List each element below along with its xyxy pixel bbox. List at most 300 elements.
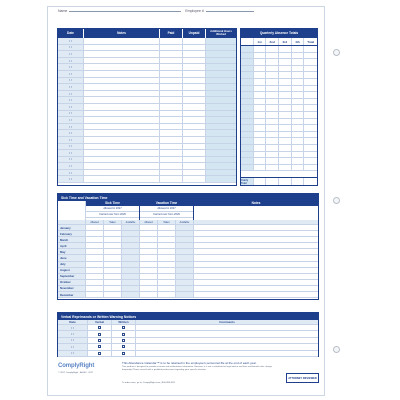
additional-hours-cell[interactable] <box>206 130 236 136</box>
time-cell[interactable] <box>140 286 158 291</box>
quarterly-cell[interactable] <box>292 158 305 164</box>
warning-date-cell[interactable]: / / <box>58 351 88 356</box>
date-cell[interactable]: / / <box>58 58 84 64</box>
quarterly-cell[interactable] <box>279 165 292 171</box>
time-cell[interactable] <box>122 262 140 267</box>
date-cell[interactable]: / / <box>58 130 84 136</box>
quarterly-cell[interactable] <box>304 119 317 125</box>
quarterly-cell[interactable] <box>304 72 317 78</box>
month-notes-cell[interactable] <box>194 268 318 273</box>
month-notes-cell[interactable] <box>194 225 318 230</box>
quarterly-cell[interactable] <box>266 112 279 118</box>
quarterly-cell[interactable] <box>266 66 279 72</box>
time-cell[interactable] <box>158 243 176 248</box>
warning-date-cell[interactable]: / / <box>58 325 88 330</box>
quarterly-cell[interactable] <box>254 99 267 105</box>
time-cell[interactable] <box>104 292 122 297</box>
date-cell[interactable]: / / <box>58 170 84 176</box>
date-cell[interactable]: / / <box>58 111 84 117</box>
time-cell[interactable] <box>86 274 104 279</box>
quarterly-cell[interactable] <box>304 165 317 171</box>
unpaid-cell[interactable] <box>183 163 206 169</box>
quarterly-cell[interactable] <box>279 105 292 111</box>
additional-hours-cell[interactable] <box>206 117 236 123</box>
date-cell[interactable]: / / <box>58 64 84 70</box>
quarterly-cell[interactable] <box>304 138 317 144</box>
paid-cell[interactable] <box>160 111 183 117</box>
comments-cell[interactable] <box>136 331 318 336</box>
quarterly-cell[interactable] <box>254 66 267 72</box>
unpaid-cell[interactable] <box>183 130 206 136</box>
time-cell[interactable] <box>158 262 176 267</box>
paid-cell[interactable] <box>160 176 183 182</box>
additional-hours-cell[interactable] <box>206 97 236 103</box>
unpaid-cell[interactable] <box>183 64 206 70</box>
date-cell[interactable]: / / <box>58 38 84 44</box>
time-cell[interactable] <box>104 249 122 254</box>
time-cell[interactable] <box>104 255 122 260</box>
date-cell[interactable]: / / <box>58 78 84 84</box>
time-cell[interactable] <box>176 280 194 285</box>
quarterly-cell[interactable] <box>254 72 267 78</box>
unpaid-cell[interactable] <box>183 176 206 182</box>
quarterly-cell[interactable] <box>254 158 267 164</box>
time-cell[interactable] <box>140 231 158 236</box>
unpaid-cell[interactable] <box>183 144 206 150</box>
time-cell[interactable] <box>140 237 158 242</box>
time-cell[interactable] <box>122 237 140 242</box>
verbal-checkbox[interactable] <box>98 345 101 348</box>
quarterly-cell[interactable] <box>254 125 267 131</box>
quarterly-cell[interactable] <box>304 53 317 59</box>
quarterly-cell[interactable] <box>304 59 317 65</box>
quarterly-cell[interactable] <box>254 79 267 85</box>
additional-hours-cell[interactable] <box>206 71 236 77</box>
quarterly-cell[interactable] <box>266 125 279 131</box>
quarterly-cell[interactable] <box>279 119 292 125</box>
written-checkbox[interactable] <box>122 339 125 342</box>
time-cell[interactable] <box>176 262 194 267</box>
paid-cell[interactable] <box>160 130 183 136</box>
time-cell[interactable] <box>140 225 158 230</box>
quarterly-cell[interactable] <box>266 132 279 138</box>
notes-cell[interactable] <box>84 51 160 57</box>
time-cell[interactable] <box>158 225 176 230</box>
time-cell[interactable] <box>86 237 104 242</box>
paid-cell[interactable] <box>160 124 183 130</box>
verbal-checkbox[interactable] <box>98 333 101 336</box>
time-cell[interactable] <box>158 255 176 260</box>
time-cell[interactable] <box>86 280 104 285</box>
unpaid-cell[interactable] <box>183 111 206 117</box>
quarterly-cell[interactable] <box>254 145 267 151</box>
date-cell[interactable]: / / <box>58 144 84 150</box>
time-cell[interactable] <box>86 255 104 260</box>
time-cell[interactable] <box>104 268 122 273</box>
quarterly-cell[interactable] <box>279 79 292 85</box>
notes-cell[interactable] <box>84 78 160 84</box>
notes-cell[interactable] <box>84 64 160 70</box>
quarterly-cell[interactable] <box>254 92 267 98</box>
quarterly-cell[interactable] <box>279 138 292 144</box>
quarterly-cell[interactable] <box>279 125 292 131</box>
quarterly-cell[interactable] <box>304 92 317 98</box>
additional-hours-cell[interactable] <box>206 91 236 97</box>
quarterly-cell[interactable] <box>292 99 305 105</box>
month-notes-cell[interactable] <box>194 286 318 291</box>
time-cell[interactable] <box>176 255 194 260</box>
quarterly-cell[interactable] <box>292 138 305 144</box>
time-cell[interactable] <box>158 286 176 291</box>
comments-cell[interactable] <box>136 325 318 330</box>
quarterly-cell[interactable] <box>304 158 317 164</box>
date-cell[interactable]: / / <box>58 97 84 103</box>
notes-cell[interactable] <box>84 130 160 136</box>
notes-cell[interactable] <box>84 137 160 143</box>
quarterly-cell[interactable] <box>266 105 279 111</box>
time-cell[interactable] <box>158 249 176 254</box>
quarterly-cell[interactable] <box>279 145 292 151</box>
time-cell[interactable] <box>122 231 140 236</box>
unpaid-cell[interactable] <box>183 84 206 90</box>
warning-date-cell[interactable]: / / <box>58 338 88 343</box>
notes-cell[interactable] <box>84 84 160 90</box>
notes-cell[interactable] <box>84 176 160 182</box>
time-cell[interactable] <box>86 231 104 236</box>
quarterly-cell[interactable] <box>254 105 267 111</box>
quarterly-cell[interactable] <box>266 99 279 105</box>
month-notes-cell[interactable] <box>194 231 318 236</box>
notes-cell[interactable] <box>84 124 160 130</box>
time-cell[interactable] <box>86 268 104 273</box>
paid-cell[interactable] <box>160 78 183 84</box>
time-cell[interactable] <box>86 243 104 248</box>
quarterly-cell[interactable] <box>254 112 267 118</box>
date-cell[interactable]: / / <box>58 117 84 123</box>
additional-hours-cell[interactable] <box>206 176 236 182</box>
notes-cell[interactable] <box>84 97 160 103</box>
quarterly-cell[interactable] <box>266 79 279 85</box>
notes-cell[interactable] <box>84 150 160 156</box>
unpaid-cell[interactable] <box>183 117 206 123</box>
unpaid-cell[interactable] <box>183 38 206 44</box>
paid-cell[interactable] <box>160 58 183 64</box>
additional-hours-cell[interactable] <box>206 144 236 150</box>
notes-cell[interactable] <box>84 58 160 64</box>
time-cell[interactable] <box>122 249 140 254</box>
quarterly-cell[interactable] <box>254 132 267 138</box>
notes-cell[interactable] <box>84 104 160 110</box>
date-cell[interactable]: / / <box>58 51 84 57</box>
time-cell[interactable] <box>176 231 194 236</box>
time-cell[interactable] <box>104 262 122 267</box>
written-checkbox[interactable] <box>122 352 125 355</box>
unpaid-cell[interactable] <box>183 97 206 103</box>
quarterly-cell[interactable] <box>266 46 279 52</box>
paid-cell[interactable] <box>160 137 183 143</box>
time-cell[interactable] <box>158 280 176 285</box>
quarterly-cell[interactable] <box>292 66 305 72</box>
quarterly-cell[interactable] <box>304 125 317 131</box>
time-cell[interactable] <box>176 237 194 242</box>
additional-hours-cell[interactable] <box>206 58 236 64</box>
time-cell[interactable] <box>104 225 122 230</box>
time-cell[interactable] <box>122 268 140 273</box>
quarterly-cell[interactable] <box>266 92 279 98</box>
quarterly-cell[interactable] <box>279 99 292 105</box>
paid-cell[interactable] <box>160 91 183 97</box>
date-cell[interactable]: / / <box>58 157 84 163</box>
time-cell[interactable] <box>140 274 158 279</box>
time-cell[interactable] <box>104 243 122 248</box>
quarterly-cell[interactable] <box>266 53 279 59</box>
notes-cell[interactable] <box>84 71 160 77</box>
month-notes-cell[interactable] <box>194 274 318 279</box>
time-cell[interactable] <box>176 274 194 279</box>
quarterly-cell[interactable] <box>292 92 305 98</box>
notes-cell[interactable] <box>84 157 160 163</box>
additional-hours-cell[interactable] <box>206 51 236 57</box>
paid-cell[interactable] <box>160 117 183 123</box>
quarterly-cell[interactable] <box>292 145 305 151</box>
quarterly-cell[interactable] <box>266 72 279 78</box>
quarterly-cell[interactable] <box>292 165 305 171</box>
date-cell[interactable]: / / <box>58 176 84 182</box>
time-cell[interactable] <box>158 268 176 273</box>
notes-cell[interactable] <box>84 111 160 117</box>
quarterly-cell[interactable] <box>266 158 279 164</box>
time-cell[interactable] <box>140 255 158 260</box>
quarterly-cell[interactable] <box>266 145 279 151</box>
quarterly-cell[interactable] <box>292 53 305 59</box>
time-cell[interactable] <box>104 274 122 279</box>
month-notes-cell[interactable] <box>194 243 318 248</box>
warning-date-cell[interactable]: / / <box>58 331 88 336</box>
additional-hours-cell[interactable] <box>206 150 236 156</box>
unpaid-cell[interactable] <box>183 150 206 156</box>
quarterly-cell[interactable] <box>279 59 292 65</box>
quarterly-cell[interactable] <box>266 165 279 171</box>
quarterly-cell[interactable] <box>279 72 292 78</box>
paid-cell[interactable] <box>160 97 183 103</box>
warning-date-cell[interactable]: / / <box>58 344 88 349</box>
notes-cell[interactable] <box>84 170 160 176</box>
time-cell[interactable] <box>122 255 140 260</box>
quarterly-cell[interactable] <box>292 79 305 85</box>
additional-hours-cell[interactable] <box>206 124 236 130</box>
additional-hours-cell[interactable] <box>206 104 236 110</box>
quarterly-cell[interactable] <box>254 152 267 158</box>
quarterly-cell[interactable] <box>266 119 279 125</box>
date-cell[interactable]: / / <box>58 71 84 77</box>
notes-cell[interactable] <box>84 117 160 123</box>
written-checkbox[interactable] <box>122 326 125 329</box>
time-cell[interactable] <box>86 262 104 267</box>
month-notes-cell[interactable] <box>194 280 318 285</box>
additional-hours-cell[interactable] <box>206 45 236 51</box>
quarterly-cell[interactable] <box>279 92 292 98</box>
quarterly-cell[interactable] <box>304 105 317 111</box>
employee-number-field[interactable] <box>206 11 254 12</box>
time-cell[interactable] <box>140 249 158 254</box>
quarterly-cell[interactable] <box>266 152 279 158</box>
unpaid-cell[interactable] <box>183 170 206 176</box>
time-cell[interactable] <box>158 292 176 297</box>
paid-cell[interactable] <box>160 38 183 44</box>
quarterly-cell[interactable] <box>292 46 305 52</box>
quarterly-cell[interactable] <box>254 86 267 92</box>
month-notes-cell[interactable] <box>194 237 318 242</box>
quarterly-cell[interactable] <box>292 125 305 131</box>
time-cell[interactable] <box>176 249 194 254</box>
quarterly-cell[interactable] <box>304 86 317 92</box>
date-cell[interactable]: / / <box>58 124 84 130</box>
quarterly-cell[interactable] <box>279 46 292 52</box>
notes-cell[interactable] <box>84 38 160 44</box>
time-cell[interactable] <box>140 268 158 273</box>
time-cell[interactable] <box>158 237 176 242</box>
additional-hours-cell[interactable] <box>206 78 236 84</box>
quarterly-cell[interactable] <box>279 112 292 118</box>
quarterly-cell[interactable] <box>266 138 279 144</box>
time-cell[interactable] <box>122 274 140 279</box>
written-checkbox[interactable] <box>122 345 125 348</box>
additional-hours-cell[interactable] <box>206 64 236 70</box>
unpaid-cell[interactable] <box>183 45 206 51</box>
month-notes-cell[interactable] <box>194 262 318 267</box>
quarterly-cell[interactable] <box>304 79 317 85</box>
quarterly-cell[interactable] <box>292 59 305 65</box>
unpaid-cell[interactable] <box>183 137 206 143</box>
additional-hours-cell[interactable] <box>206 157 236 163</box>
time-cell[interactable] <box>140 292 158 297</box>
notes-cell[interactable] <box>84 45 160 51</box>
month-notes-cell[interactable] <box>194 249 318 254</box>
quarterly-cell[interactable] <box>304 99 317 105</box>
time-cell[interactable] <box>140 280 158 285</box>
time-cell[interactable] <box>140 243 158 248</box>
verbal-checkbox[interactable] <box>98 339 101 342</box>
additional-hours-cell[interactable] <box>206 163 236 169</box>
month-notes-cell[interactable] <box>194 255 318 260</box>
quarterly-cell[interactable] <box>254 59 267 65</box>
time-cell[interactable] <box>176 286 194 291</box>
quarterly-cell[interactable] <box>292 112 305 118</box>
comments-cell[interactable] <box>136 351 318 356</box>
date-cell[interactable]: / / <box>58 45 84 51</box>
month-notes-cell[interactable] <box>194 292 318 297</box>
date-cell[interactable]: / / <box>58 150 84 156</box>
paid-cell[interactable] <box>160 163 183 169</box>
quarterly-cell[interactable] <box>254 46 267 52</box>
quarterly-cell[interactable] <box>279 53 292 59</box>
time-cell[interactable] <box>176 243 194 248</box>
quarterly-cell[interactable] <box>304 46 317 52</box>
date-cell[interactable]: / / <box>58 91 84 97</box>
date-cell[interactable]: / / <box>58 84 84 90</box>
time-cell[interactable] <box>122 225 140 230</box>
quarterly-cell[interactable] <box>304 152 317 158</box>
additional-hours-cell[interactable] <box>206 137 236 143</box>
time-cell[interactable] <box>122 280 140 285</box>
quarterly-cell[interactable] <box>266 86 279 92</box>
verbal-checkbox[interactable] <box>98 352 101 355</box>
quarterly-cell[interactable] <box>292 119 305 125</box>
paid-cell[interactable] <box>160 84 183 90</box>
quarterly-cell[interactable] <box>292 132 305 138</box>
unpaid-cell[interactable] <box>183 124 206 130</box>
time-cell[interactable] <box>86 249 104 254</box>
comments-cell[interactable] <box>136 338 318 343</box>
quarterly-cell[interactable] <box>266 59 279 65</box>
date-cell[interactable]: / / <box>58 163 84 169</box>
verbal-checkbox[interactable] <box>98 326 101 329</box>
paid-cell[interactable] <box>160 64 183 70</box>
paid-cell[interactable] <box>160 71 183 77</box>
quarterly-cell[interactable] <box>254 119 267 125</box>
quarterly-cell[interactable] <box>254 165 267 171</box>
time-cell[interactable] <box>176 268 194 273</box>
unpaid-cell[interactable] <box>183 71 206 77</box>
time-cell[interactable] <box>140 262 158 267</box>
notes-cell[interactable] <box>84 163 160 169</box>
time-cell[interactable] <box>104 280 122 285</box>
quarterly-cell[interactable] <box>304 112 317 118</box>
quarterly-cell[interactable] <box>279 158 292 164</box>
quarterly-cell[interactable] <box>304 66 317 72</box>
quarterly-cell[interactable] <box>292 105 305 111</box>
quarterly-cell[interactable] <box>304 145 317 151</box>
time-cell[interactable] <box>158 274 176 279</box>
quarterly-cell[interactable] <box>279 86 292 92</box>
unpaid-cell[interactable] <box>183 51 206 57</box>
time-cell[interactable] <box>122 243 140 248</box>
paid-cell[interactable] <box>160 150 183 156</box>
paid-cell[interactable] <box>160 45 183 51</box>
quarterly-cell[interactable] <box>279 132 292 138</box>
time-cell[interactable] <box>122 292 140 297</box>
time-cell[interactable] <box>86 225 104 230</box>
date-cell[interactable]: / / <box>58 104 84 110</box>
date-cell[interactable]: / / <box>58 137 84 143</box>
time-cell[interactable] <box>104 286 122 291</box>
unpaid-cell[interactable] <box>183 78 206 84</box>
unpaid-cell[interactable] <box>183 157 206 163</box>
time-cell[interactable] <box>86 286 104 291</box>
time-cell[interactable] <box>104 237 122 242</box>
time-cell[interactable] <box>176 225 194 230</box>
quarterly-cell[interactable] <box>304 132 317 138</box>
additional-hours-cell[interactable] <box>206 84 236 90</box>
time-cell[interactable] <box>176 292 194 297</box>
time-cell[interactable] <box>122 286 140 291</box>
paid-cell[interactable] <box>160 157 183 163</box>
quarterly-cell[interactable] <box>292 72 305 78</box>
time-cell[interactable] <box>104 231 122 236</box>
time-cell[interactable] <box>86 292 104 297</box>
quarterly-cell[interactable] <box>254 53 267 59</box>
notes-cell[interactable] <box>84 144 160 150</box>
additional-hours-cell[interactable] <box>206 111 236 117</box>
unpaid-cell[interactable] <box>183 104 206 110</box>
paid-cell[interactable] <box>160 144 183 150</box>
notes-cell[interactable] <box>84 91 160 97</box>
paid-cell[interactable] <box>160 104 183 110</box>
paid-cell[interactable] <box>160 170 183 176</box>
name-field[interactable] <box>69 11 181 12</box>
quarterly-cell[interactable] <box>292 152 305 158</box>
comments-cell[interactable] <box>136 344 318 349</box>
